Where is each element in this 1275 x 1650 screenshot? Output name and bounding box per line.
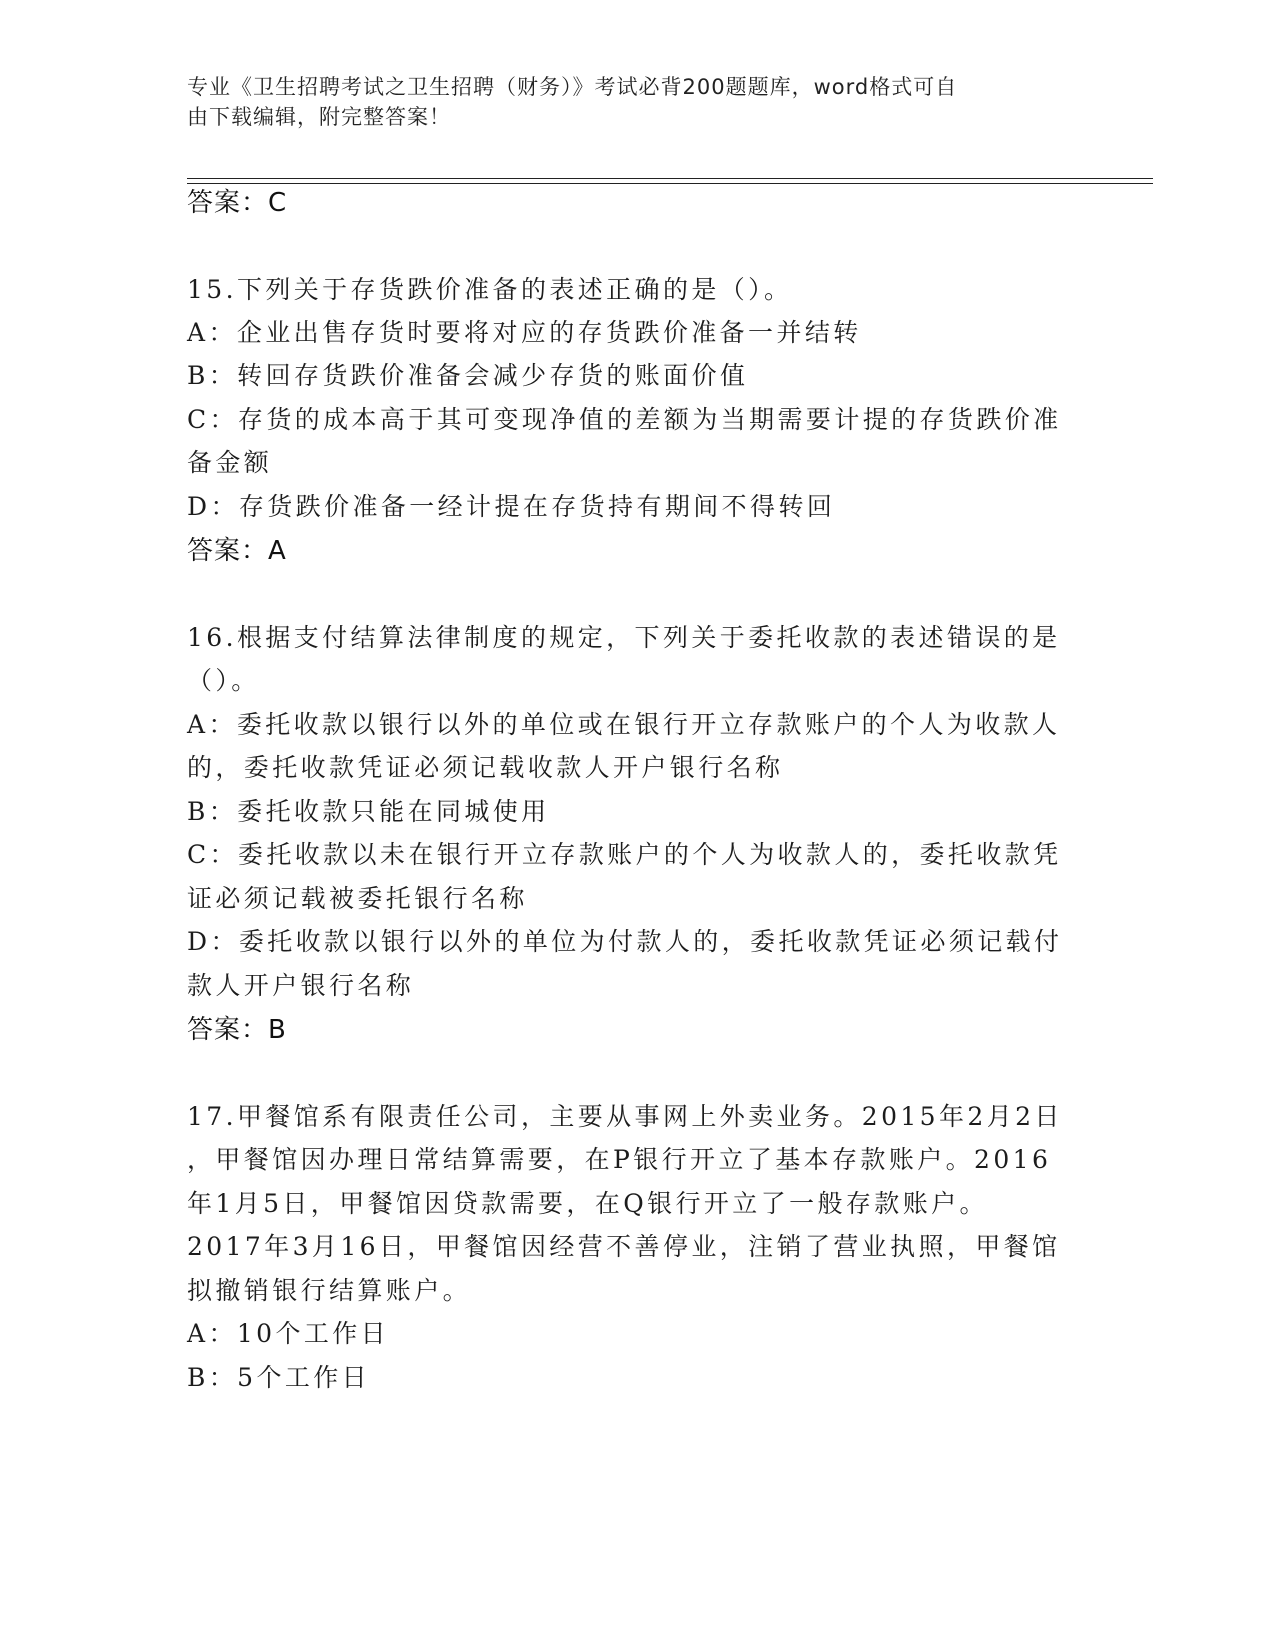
- question-17-stem-line-3: 年1月5日，甲餐馆因贷款需要，在Q银行开立了一般存款账户。: [187, 1189, 988, 1218]
- question-17-stem-line-1: 17.甲餐馆系有限责任公司，主要从事网上外卖业务。2015年2月2日: [187, 1102, 1063, 1131]
- answer-prev: [187, 186, 287, 220]
- question-16-stem-line-2: （）。: [187, 666, 260, 695]
- question-17-stem-line-4: 2017年3月16日，甲餐馆因经营不善停业，注销了营业执照，甲餐馆: [187, 1232, 1061, 1261]
- question-15-stem: 15.下列关于存货跌价准备的表述正确的是（）。: [187, 275, 793, 304]
- question-17-stem-line-2: ，甲餐馆因办理日常结算需要，在P银行开立了基本存款账户。2016: [187, 1145, 1052, 1174]
- question-16-option-d-line-1: D：委托收款以银行以外的单位为付款人的，委托收款凭证必须记载付: [187, 927, 1063, 956]
- answer-value: A: [268, 536, 287, 566]
- question-16-option-a-line-1: A：委托收款以银行以外的单位或在银行开立存款账户的个人为收款人: [187, 710, 1061, 739]
- question-17-option-b: B：5个工作日: [187, 1363, 371, 1392]
- answer-label: 答案：: [187, 1015, 269, 1045]
- answer-value: B: [268, 1015, 287, 1045]
- question-16-option-b: B：委托收款只能在同城使用: [187, 797, 550, 826]
- question-16-answer: [187, 1013, 287, 1047]
- header-line-1: 专业《卫生招聘考试之卫生招聘（财务）》考试必背200题题库，word格式可自: [187, 75, 958, 99]
- question-16-stem-line-1: 16.根据支付结算法律制度的规定，下列关于委托收款的表述错误的是: [187, 623, 1061, 652]
- question-16-option-c-line-1: C：委托收款以未在银行开立存款账户的个人为收款人的，委托收款凭: [187, 840, 1062, 869]
- question-16-option-a-line-2: 的，委托收款凭证必须记载收款人开户银行名称: [187, 753, 784, 782]
- question-15-option-c-line-2: 备金额: [187, 448, 273, 477]
- question-15-answer: [187, 534, 287, 568]
- question-15-option-b: B：转回存货跌价准备会减少存货的账面价值: [187, 361, 749, 390]
- question-16-option-c-line-2: 证必须记载被委托银行名称: [187, 884, 528, 913]
- question-17-stem-line-5: 拟撤销银行结算账户。: [187, 1276, 472, 1305]
- header-line-2: 由下载编辑，附完整答案！: [187, 105, 451, 129]
- header-divider-bottom: [187, 183, 1153, 184]
- document-header: [187, 72, 1067, 132]
- question-15-option-c-line-1: C：存货的成本高于其可变现净值的差额为当期需要计提的存货跌价准: [187, 405, 1062, 434]
- question-15-option-d: D：存货跌价准备一经计提在存货持有期间不得转回: [187, 492, 836, 521]
- answer-value: C: [268, 188, 288, 218]
- header-divider-top: [187, 178, 1153, 179]
- question-15-option-a: A：企业出售存货时要将对应的存货跌价准备一并结转: [187, 318, 862, 347]
- answer-label: 答案：: [187, 536, 269, 566]
- question-16-option-d-line-2: 款人开户银行名称: [187, 971, 415, 1000]
- question-17-option-a: A：10个工作日: [187, 1319, 390, 1348]
- answer-label: 答案：: [187, 188, 269, 218]
